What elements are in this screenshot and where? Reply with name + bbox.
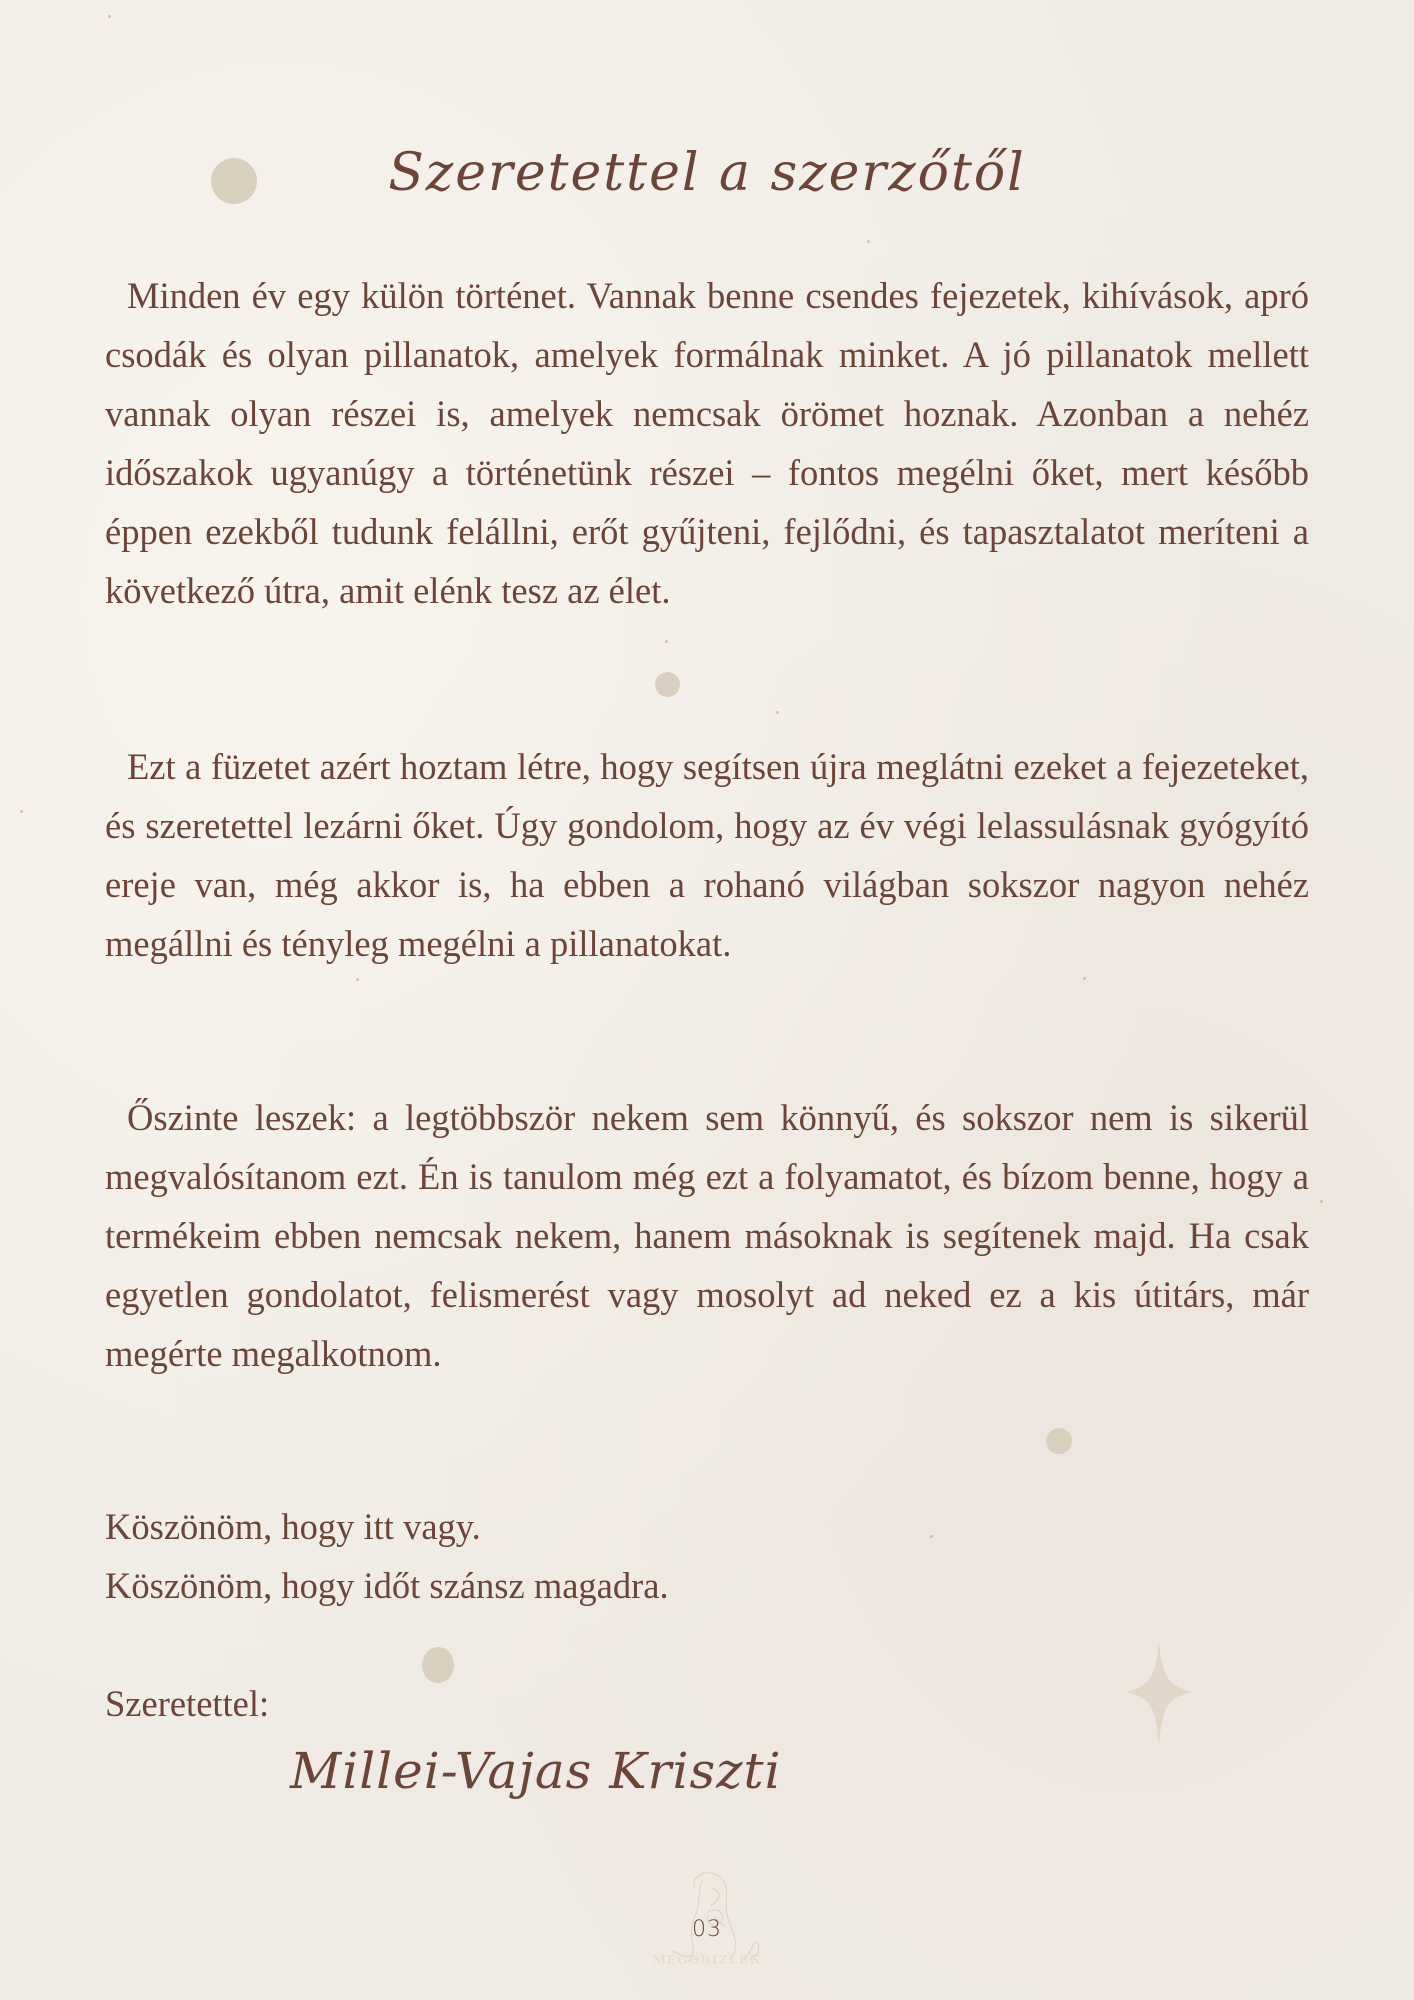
paper-speck (20, 810, 23, 813)
paragraph-text: Őszinte leszek: a legtöbbször nekem sem könnyű, és sokszor nem is sikerül megvalósítanom ezt. Én is tanulom még ezt a folyamatot, és bízom benne, hogy a termékeim ebben nemcsak nekem, hanem másoknak is segítenek majd. Ha csak egyetlen gondolatot, felismerést vagy mosolyt ad neked ez a kis útitárs, már megérte megalkotnom. (105, 1097, 1309, 1374)
decorative-dot-icon (422, 1647, 454, 1683)
sparkle-icon (1124, 1640, 1194, 1750)
paper-speck (867, 240, 870, 243)
paragraph-3 (105, 1088, 1309, 1383)
closing-salutation: Szeretettel: (105, 1683, 270, 1724)
decorative-dot-icon (1046, 1428, 1072, 1454)
paragraph-text: Minden év egy külön történet. Vannak benne csendes fejezetek, kihívások, apró csodák és olyan pillanatok, amelyek formálnak minket. A jó pillanatok mellett vannak olyan részei is, amelyek nemcsak örömet hoznak. Azonban a nehéz időszakok ugyanúgy a történetünk részei – fontos megélni őket, mert később éppen ezekből tudunk felállni, erőt gyűjteni, fejlődni, és tapasztalatot meríteni a következő útra, amit elénk tesz az élet. (105, 275, 1309, 611)
paragraph-1 (105, 266, 1309, 620)
paragraph-2 (105, 737, 1309, 973)
paper-speck (108, 15, 111, 18)
paper-speck (1320, 1200, 1323, 1203)
paper-speck (930, 1535, 933, 1538)
thanks-line-2: Köszönöm, hogy időt szánsz magadra. (105, 1565, 669, 1606)
paper-speck (665, 640, 668, 643)
author-signature: Millei-Vajas Kriszti (290, 1742, 782, 1800)
thanks-block (105, 1497, 669, 1615)
decorative-dot-icon (655, 672, 680, 697)
paragraph-text: Ezt a füzetet azért hoztam létre, hogy segítsen újra meglátni ezeket a fejezeteket, és szeretettel lezárni őket. Úgy gondolom, hogy az év végi lelassulásnak gyógyító ereje van, még akkor is, ha ebben a rohanó világban sokszor nagyon nehéz megállni és tényleg megélni a pillanatokat. (105, 746, 1309, 964)
thanks-line-1: Köszönöm, hogy itt vagy. (105, 1506, 481, 1547)
paper-speck (1083, 977, 1086, 980)
brand-watermark: MEGŐRIZLEK (652, 1953, 762, 1968)
page-number: 03 (692, 1917, 722, 1942)
paper-speck (356, 978, 359, 981)
paper-speck (776, 711, 779, 714)
page-title: Szeretettel a szerzőtől (388, 142, 1026, 203)
